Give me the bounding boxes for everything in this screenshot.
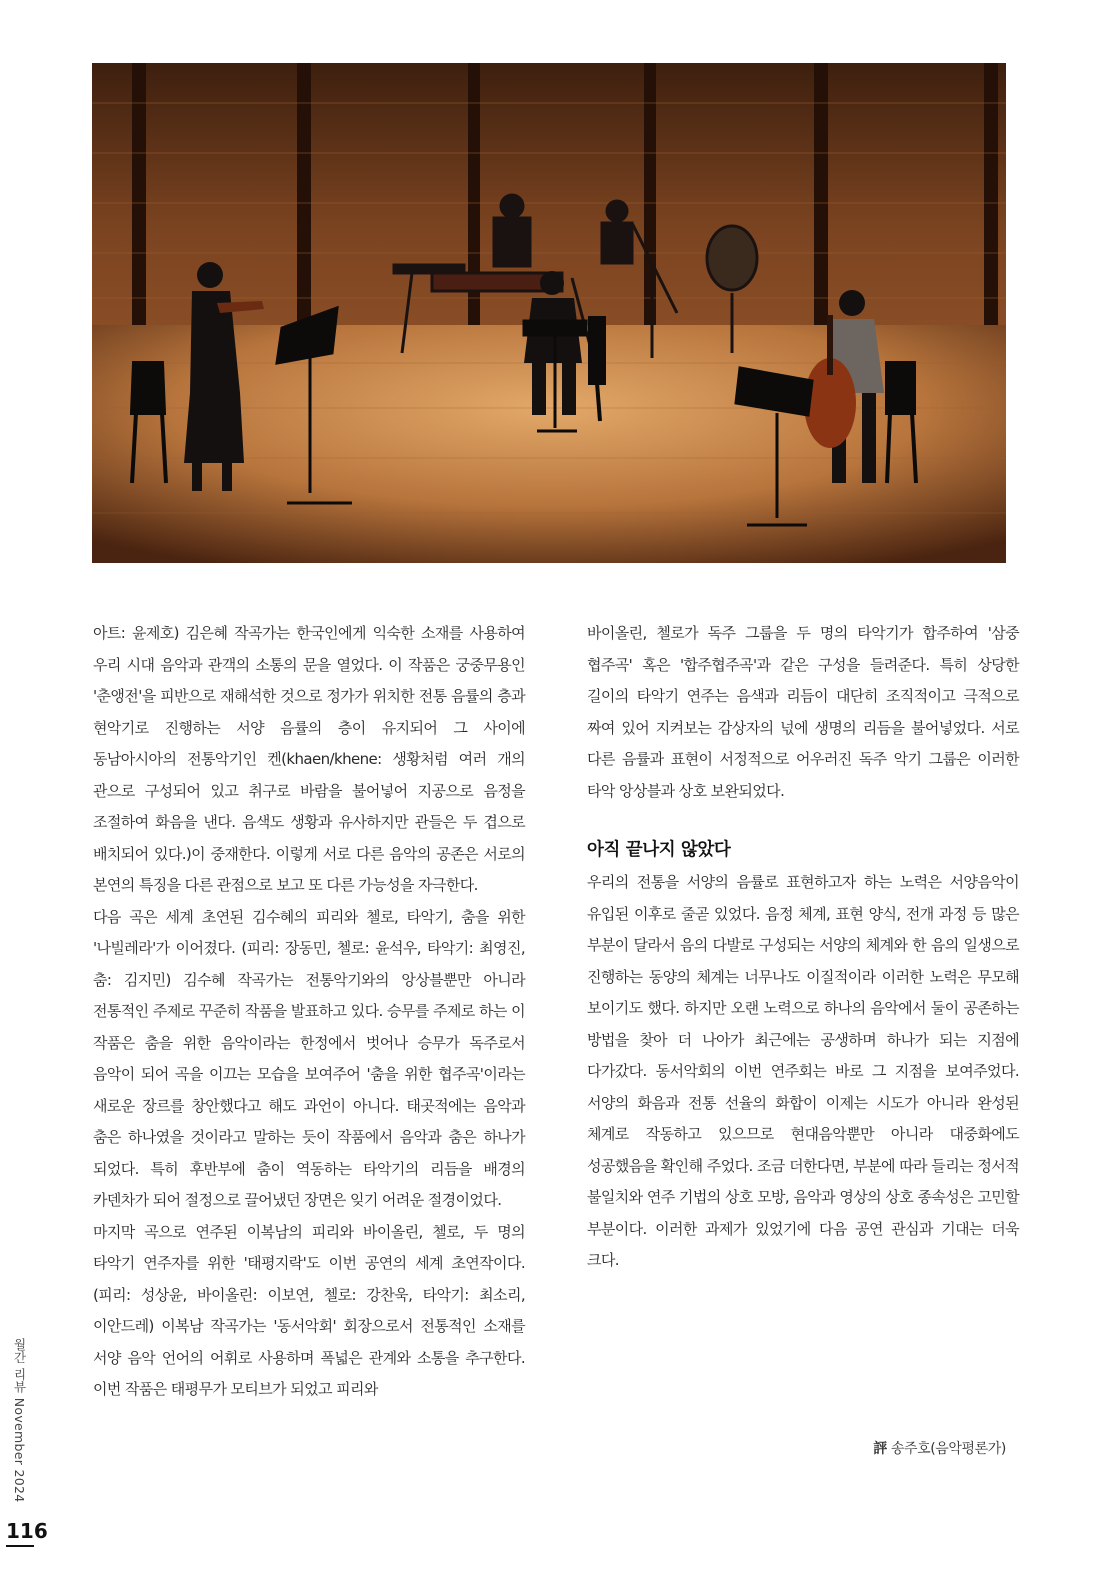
- section-subheading: 아직 끝나지 않았다: [587, 840, 731, 860]
- paragraph: 아트: 윤제호) 김은혜 작곡가는 한국인에게 익숙한 소재를 사용하여 우리 시대 음악과 관객의 소통의 문을 열었다. 이 작품은 궁중무용인 '춘앵전'을 피반으로 재해석한 것으로 정가가 위치한 전통 음률의 층과 현악기로 진행하는 서양 음률의 층이 유지되어 그 사이에 동남아시아의 전통악기인 켄(khaen/khene: 생황처럼 여러 개의 관으로 구성되어 있고 취구로 바람을 불어넣어 지공으로 음정을 조절하여 화음을 낸다. 음색도 생황과 유사하지만 관들은 두 겹으로 배치되어 있다.)이 중재한다. 이렇게 서로 다른 음악의 공존은 서로의 본연의 특징을 다른 관점으로 보고 또 다른 가능성을 자극한다.: [93, 624, 525, 894]
- author-byline: [860, 1438, 1006, 1458]
- page-number-rule: [6, 1545, 34, 1547]
- concert-stage-illustration: [92, 63, 1006, 563]
- paragraph: 다음 곡은 세계 초연된 김수혜의 피리와 첼로, 타악기, 춤을 위한 '나빌레라'가 이어졌다. (피리: 장동민, 첼로: 윤석우, 타악기: 최영진, 춤: 김지민) 김수혜 작곡가는 전통악기와의 앙상블뿐만 아니라 전통적인 주제로 꾸준히 작품을 발표하고 있다. 승무를 주제로 하는 이 작품은 춤을 위한 음악이라는 한정에서 벗어나 승무가 독주로서 음악이 되어 곡을 이끄는 모습을 보여주어 '춤을 위한 협주곡'이라는 새로운 장르를 창안했다고 해도 과언이 아니다. 태곳적에는 음악과 춤은 하나였을 것이라고 말하는 듯이 작품에서 음악과 춤은 하나가 되었다. 특히 후반부에 춤이 역동하는 타악기의 리듬을 배경의 카덴차가 되어 절정으로 끌어냈던 장면은 잊기 어려운 절경이었다.: [93, 907, 525, 1209]
- paragraph: 마지막 곡으로 연주된 이복남의 피리와 바이올린, 첼로, 두 명의 타악기 연주자를 위한 '태평지락'도 이번 공연의 세계 초연작이다.(피리: 성상윤, 바이올린: 이보연, 첼로: 강찬욱, 타악기: 최소리, 이안드레) 이복남 작곡가는 '동서악회' 회장으로서 전통적인 소재를 서양 음악 언어의 어휘로 사용하며 폭넓은 관계와 소통을 추구한다. 이번 작품은 태평무가 모티브가 되었고 피리와: [93, 1222, 525, 1398]
- paragraph: 바이올린, 첼로가 독주 그룹을 두 명의 타악기가 합주하여 '삼중 협주곡' 혹은 '합주협주곡'과 같은 구성을 들려준다. 특히 상당한 길이의 타악기 연주는 음색과 리듬이 대단히 조직적이고 극적으로 짜여 있어 지켜보는 감상자의 넋에 생명의 리듬을 불어넣었다. 서로 다른 음률과 표현이 서정적으로 어우러진 독주 악기 그룹은 이러한 타악 앙상블과 상호 보완되었다.: [587, 624, 1019, 800]
- page-number: 116: [6, 1519, 48, 1543]
- review-mark: 評: [873, 1441, 887, 1457]
- author-name: 송주호(음악평론가): [890, 1441, 1006, 1457]
- concert-photo: [92, 63, 1006, 563]
- paragraph: 우리의 전통을 서양의 음률로 표현하고자 하는 노력은 서양음악이 유입된 이후로 줄곧 있었다. 음정 체계, 표현 양식, 전개 과정 등 많은 부분이 달라서 음의 다발로 구성되는 서양의 체계와 한 음의 일생으로 진행하는 동양의 체계는 너무나도 이질적이라 이러한 노력은 무모해 보이기도 했다. 하지만 오랜 노력으로 하나의 음악에서 둘이 공존하는 방법을 찾아 더 나아가 최근에는 공생하며 하나가 되는 지점에 다가갔다. 동서악회의 이번 연주회는 바로 그 지점을 보여주었다. 서양의 화음과 전통 선율의 화합이 이제는 시도가 아니라 완성된 체계로 작동하고 있으므로 현대음악뿐만 아니라 대중화에도 성공했음을 확인해 주었다. 조금 더한다면, 부분에 따라 들리는 정서적 불일치와 연주 기법의 상호 모방, 음악과 영상의 상호 종속성은 고민할 부분이다. 이러한 과제가 있었기에 다음 공연 관심과 기대는 더욱 크다.: [587, 873, 1019, 1269]
- article-right-column: [587, 618, 1019, 1277]
- article-left-column: [93, 618, 525, 1406]
- magazine-side-label: 월간 리뷰 November 2024: [12, 1338, 27, 1503]
